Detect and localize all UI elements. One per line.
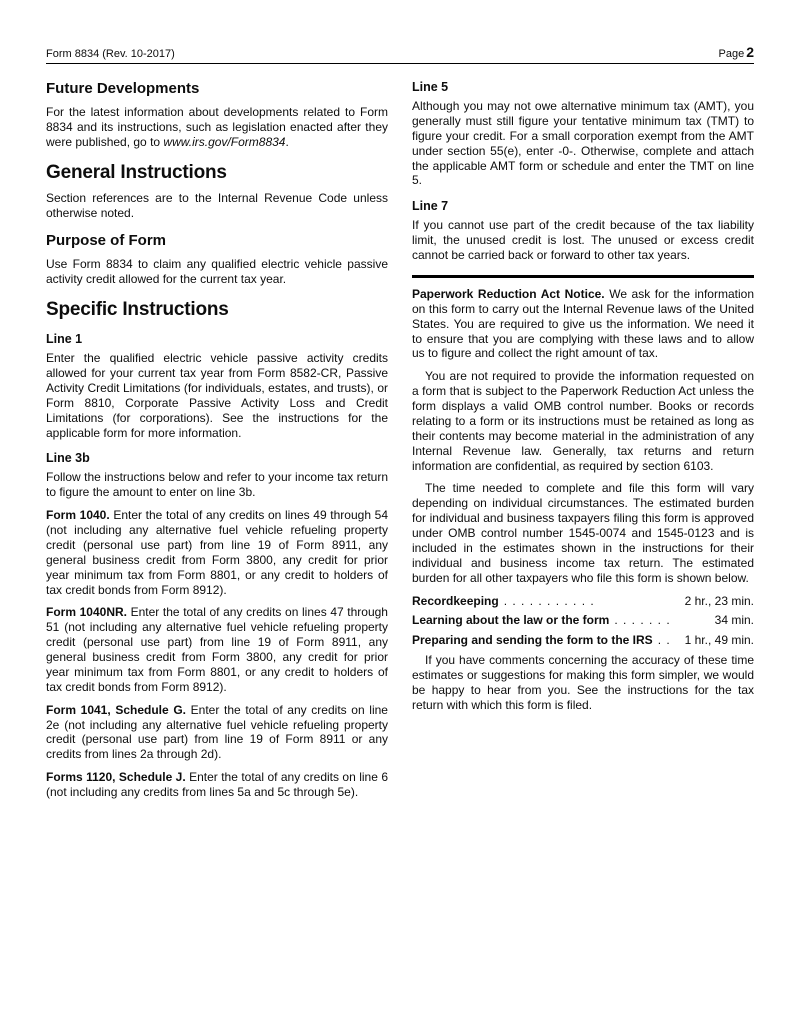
burden-label: Recordkeeping bbox=[412, 593, 499, 608]
general-instructions-text: Section references are to the Internal Revenue Code unless otherwise noted. bbox=[46, 190, 388, 220]
paperwork-notice-text-1: We ask for the information on this form to carry out the Internal Revenue laws of the United States. You are required to give us the information. We need it to ensure that you are complying with these laws and to allow us to figure and collect the right amount of tax. bbox=[412, 286, 754, 361]
form-instruction-item bbox=[46, 770, 388, 800]
burden-row-recordkeeping bbox=[412, 594, 754, 609]
right-column bbox=[412, 76, 754, 808]
form-instruction-item bbox=[46, 508, 388, 597]
form-instruction-lead: Forms 1120, Schedule J. bbox=[46, 770, 186, 785]
line-1-heading: Line 1 bbox=[46, 332, 83, 347]
line-7-heading: Line 7 bbox=[412, 199, 449, 214]
form-instruction-text: Enter the total of any credits on line 6 (not including any credits from lines 5a and 5c through 5e). bbox=[46, 770, 388, 799]
paperwork-notice-paragraph-4: If you have comments concerning the accuracy of these time estimates or suggestions for making this form simpler, we would be happy to hear from you. See the instructions for the tax return with which this form is filed. bbox=[412, 653, 754, 712]
form-instruction-text: Enter the total of any credits on lines 49 through 54 (not including any alternative fuel vehicle refueling property credit (personal use part) from line 19 of Form 8911, any general business credit from Form 3800, any credit for prior year minimum tax from Form 8801, or any credit to holders of tax credit bonds from Form 8912). bbox=[46, 508, 388, 597]
line-7-text: If you cannot use part of the credit because of the tax liability limit, the unused credit is lost. The unused or excess credit cannot be carried back or forward to other tax years. bbox=[412, 218, 754, 262]
form-instruction-lead: Form 1041, Schedule G. bbox=[46, 702, 186, 717]
burden-label: Learning about the law or the form bbox=[412, 613, 610, 628]
line-1-text: Enter the qualified electric vehicle passive activity credits allowed for your current tax year from Form 8582-CR, Passive Activity Credit Limitations (for individuals, estates, and trusts), or Form 8810, Corporate Passive Activity Loss and Credit Limitations (for corporations). See the instructions for the applicable form for more information. bbox=[46, 351, 388, 440]
dot-leader: . . bbox=[657, 633, 671, 648]
line-3b-text: Follow the instructions below and refer to your income tax return to figure the amount to enter on line 3b. bbox=[46, 470, 388, 500]
paperwork-notice-paragraph-3: The time needed to complete and file this form will vary depending on individual circumstances. The estimated burden for individual and business taxpayers filing this form is approved under OMB control number 1545-0074 and 1545-0123 and is included in the estimates shown in the instructions for their individual and business income tax return. The estimated burden for all other taxpayers who file this form is shown below. bbox=[412, 481, 754, 585]
burden-value: 1 hr., 49 min. bbox=[684, 633, 754, 648]
future-developments-heading: Future Developments bbox=[46, 80, 200, 97]
left-column bbox=[46, 76, 388, 808]
dot-leader: . . . . . . . bbox=[614, 613, 671, 628]
form-instruction-item bbox=[46, 605, 388, 694]
purpose-of-form-text: Use Form 8834 to claim any qualified electric vehicle passive activity credit allowed for the current tax year. bbox=[46, 257, 388, 287]
paperwork-notice-paragraph-1 bbox=[412, 287, 754, 361]
burden-label: Preparing and sending the form to the IRS bbox=[412, 633, 653, 648]
burden-row-preparing bbox=[412, 633, 754, 648]
paperwork-notice-lead: Paperwork Reduction Act Notice. bbox=[412, 286, 605, 301]
irs-form-link[interactable]: www.irs.gov/Form8834 bbox=[163, 134, 286, 149]
specific-instructions-heading: Specific Instructions bbox=[46, 299, 229, 321]
form-instruction-text: Enter the total of any credits on line 2e (not including any alternative fuel vehicle refueling property credit (personal use part) from line 19 of Form 8911 or any credits from lines 2a through 2d). bbox=[46, 702, 388, 762]
paperwork-notice-rule bbox=[412, 275, 754, 278]
burden-value: 34 min. bbox=[714, 613, 754, 628]
line-3b-heading: Line 3b bbox=[46, 451, 90, 466]
line-5-heading: Line 5 bbox=[412, 80, 449, 94]
page-number-value: 2 bbox=[746, 44, 754, 60]
paperwork-notice-paragraph-2: You are not required to provide the information requested on a form that is subject to the Paperwork Reduction Act unless the form displays a valid OMB control number. Books or records relating to a form or its instructions must be retained as long as their contents may become material in the administration of any Internal Revenue law. Generally, tax returns and return information are confidential, as required by section 6103. bbox=[412, 369, 754, 473]
form-instruction-lead: Form 1040. bbox=[46, 508, 110, 523]
header-rule bbox=[46, 63, 754, 64]
line-5-text: Although you may not owe alternative minimum tax (AMT), you generally must still figure your tentative minimum tax (TMT) to figure your credit. For a small corporation exempt from the AMT under section 55(e), enter -0-. Otherwise, complete and attach the applicable AMT form or schedule and enter the TMT on line 5. bbox=[412, 99, 754, 188]
purpose-of-form-heading: Purpose of Form bbox=[46, 232, 167, 250]
burden-value: 2 hr., 23 min. bbox=[684, 593, 754, 608]
burden-row-learning bbox=[412, 613, 754, 628]
future-developments-text bbox=[46, 105, 388, 150]
form-instruction-item bbox=[46, 703, 388, 763]
page-header bbox=[46, 44, 754, 63]
page-number bbox=[719, 44, 755, 60]
form-instruction-text: Enter the total of any credits on lines 47 through 51 (not including any alternative fuel vehicle refueling property credit (personal use part) from line 19 of Form 8911, any general business credit from Form 3800, any credit for prior year minimum tax from Form 8801, or any credit to holders of tax credit bonds from Form 8912). bbox=[46, 605, 388, 694]
dot-leader: . . . . . . . . . . . bbox=[503, 593, 595, 608]
future-developments-text-before-link: For the latest information about developments related to Form 8834 and its instructions, such as legislation enacted after they were published, go to bbox=[46, 105, 388, 149]
future-developments-text-after-link: . bbox=[285, 134, 289, 149]
form-reference: Form 8834 (Rev. 10-2017) bbox=[46, 48, 175, 60]
two-column-layout bbox=[46, 76, 754, 808]
page-number-label: Page bbox=[718, 48, 745, 60]
form-instruction-lead: Form 1040NR. bbox=[46, 605, 127, 620]
general-instructions-heading: General Instructions bbox=[46, 161, 227, 183]
